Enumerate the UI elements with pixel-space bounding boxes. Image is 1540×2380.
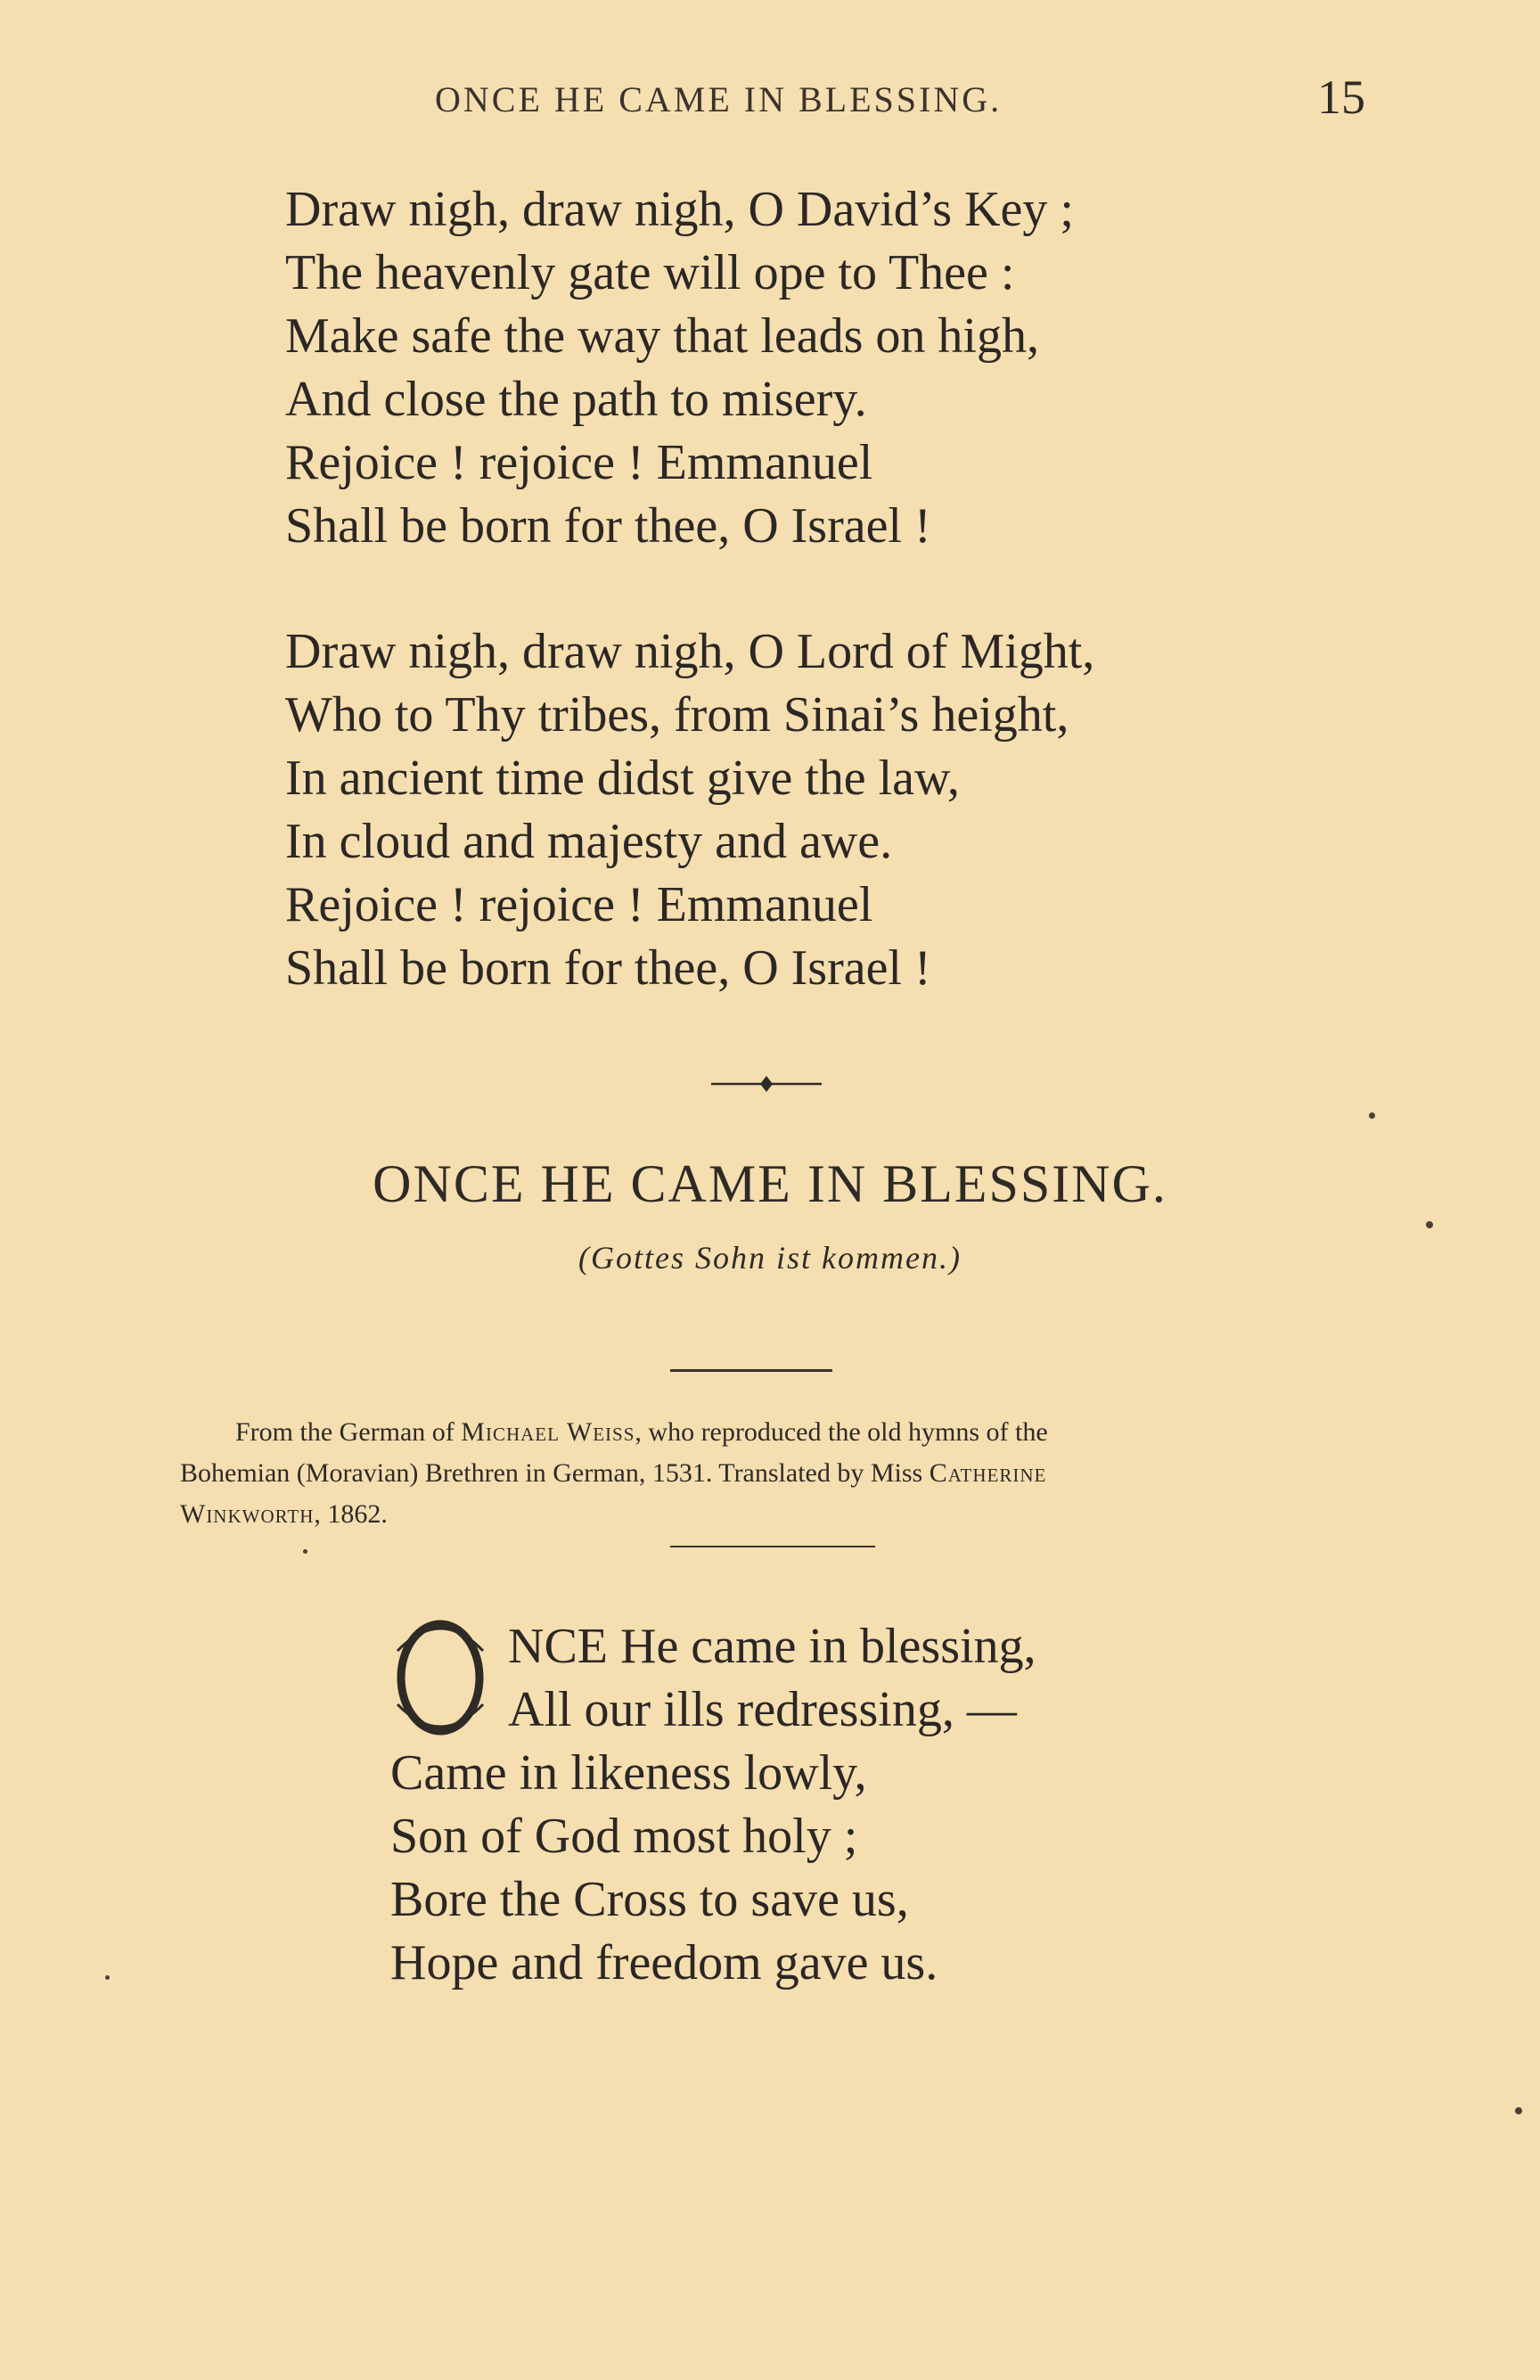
verse-line: Bore the Cross to save us, [390, 1872, 909, 1927]
running-head-title: ONCE HE CAME IN BLESSING. [435, 79, 1003, 119]
hymn-title: ONCE HE CAME IN BLESSING. [373, 1154, 1167, 1213]
paper-speck [303, 1549, 307, 1554]
title-rule [670, 1369, 832, 1372]
attribution-text: , who reproduced the old hymns of the [635, 1417, 1048, 1447]
hymn-verse [390, 1615, 1036, 1995]
author-name: Michael Weiss [461, 1417, 635, 1447]
paper-speck [1426, 1221, 1433, 1228]
paper-speck [1515, 2107, 1522, 2114]
attribution-text: Bohemian (Moravian) Brethren in German, 1531. Translated by Miss [180, 1458, 930, 1488]
stanza-1 [285, 178, 1074, 558]
attribution-text: From the German of [235, 1417, 462, 1447]
verse-line: Draw nigh, draw nigh, O David’s Key ; [285, 182, 1074, 237]
verse-line: Rejoice ! rejoice ! Emmanuel [285, 435, 873, 490]
hymn-subtitle: (Gottes Sohn ist kommen.) [578, 1240, 962, 1276]
page-number: 15 [1317, 70, 1365, 124]
verse-line: Who to Thy tribes, from Sinai’s height, [285, 687, 1069, 743]
verse-line: Son of God most holy ; [390, 1809, 858, 1864]
verse-line: Hope and freedom gave us. [390, 1935, 938, 1990]
verse-line: Draw nigh, draw nigh, O Lord of Might, [285, 624, 1095, 679]
verse-line: In cloud and majesty and awe. [285, 814, 893, 869]
verse-line: Make safe the way that leads on high, [285, 308, 1039, 364]
attribution-note [180, 1412, 1364, 1535]
verse-line: Shall be born for thee, O Israel ! [285, 940, 931, 996]
attribution-text: , 1862. [314, 1499, 388, 1529]
stanza-2 [285, 620, 1094, 1000]
translator-last-name: Winkworth [180, 1499, 315, 1529]
verse-line: Rejoice ! rejoice ! Emmanuel [285, 877, 873, 932]
verse-line: NCE He came in blessing, [508, 1619, 1036, 1674]
attribution-line [180, 1412, 1364, 1453]
verse-line: And close the path to misery. [285, 372, 867, 427]
attribution-rule [670, 1546, 875, 1547]
attribution-line [180, 1494, 1364, 1535]
paper-speck [105, 1975, 110, 1980]
attribution-line [180, 1453, 1364, 1494]
section-divider-ornament [709, 1073, 823, 1095]
verse-line: Shall be born for thee, O Israel ! [285, 498, 931, 554]
verse-line: Came in likeness lowly, [390, 1745, 867, 1801]
paper-speck [1369, 1112, 1375, 1119]
verse-line: In ancient time didst give the law, [285, 751, 960, 806]
translator-first-name: Catherine [929, 1458, 1047, 1488]
verse-line: All our ills redressing, — [508, 1682, 1017, 1737]
verse-line: The heavenly gate will ope to Thee : [285, 245, 1015, 300]
